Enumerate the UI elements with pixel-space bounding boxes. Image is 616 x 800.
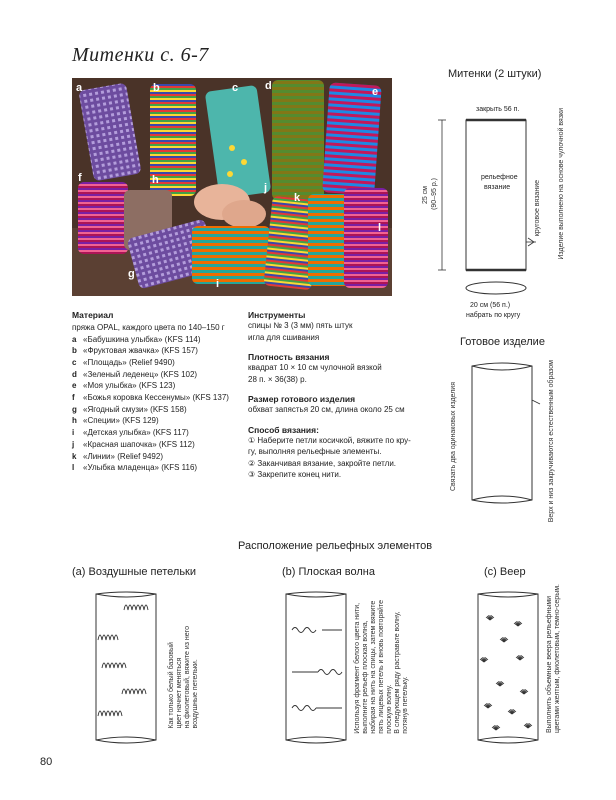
photo-label-a: a [76, 82, 83, 94]
material-letter: b [72, 346, 77, 356]
bind-off-label: закрыть 56 п. [476, 106, 520, 113]
method-heading: Способ вязания: [248, 424, 319, 435]
mittens-photo [72, 78, 392, 296]
material-name: «Красная шапочка» (KFS 112) [83, 439, 195, 449]
material-name: «Детская улыбка» (KFS 117) [83, 428, 189, 438]
material-name: «Бабушкина улыбка» (KFS 114) [83, 334, 201, 344]
variant-note-line: потянув петельку. [402, 676, 409, 734]
variant-title-a: (a) Воздушные петельки [72, 566, 197, 578]
variant-note-c [546, 584, 561, 733]
material-item [72, 462, 240, 474]
variant-note-line: В следующем ряду растравьте волну, [394, 611, 401, 734]
variant-note-line: Используя фрагмент белого цвета нити, [354, 602, 361, 734]
tools-line: спицы № 3 (3 мм) пять штук [248, 321, 353, 330]
material-name: «Фруктовая жвачка» (KFS 157) [83, 346, 198, 356]
material-item [72, 392, 240, 404]
width-label-1: 20 см (56 п.) [470, 302, 511, 309]
material-letter: l [72, 463, 75, 473]
materials-list [72, 334, 240, 474]
size-line: обхват запястья 20 см, длина около 25 см [248, 405, 405, 414]
variant-note-line: Выполнить объемные веера рельефными [546, 595, 553, 733]
layout-section-title: Расположение рельефных элементов [238, 540, 433, 552]
schema-title: Митенки (2 штуки) [448, 68, 542, 80]
material-name: «Специи» (KFS 129) [83, 416, 159, 426]
variant-note-line: на фиолетовый, вяжите из него [184, 626, 191, 729]
material-item [72, 404, 240, 416]
material-name: «Улыбка младенца» (KFS 116) [83, 463, 198, 473]
photo-label-h: h [152, 174, 159, 186]
height-label-1: 25 см [422, 186, 429, 205]
photo-label-i: i [216, 278, 220, 290]
variant-note-line: Как только белый базовый [168, 642, 175, 729]
variant-diagram-a [92, 590, 162, 750]
tools-line: игла для сшивания [248, 332, 320, 342]
material-item [72, 369, 240, 381]
relief-label-1: рельефное [481, 174, 518, 181]
material-item [72, 357, 240, 369]
photo-illustration [72, 78, 392, 296]
finished-title: Готовое изделие [460, 336, 545, 348]
material-letter: e [72, 381, 77, 391]
photo-label-c: c [232, 82, 239, 94]
variant-title-b: (b) Плоская волна [282, 566, 375, 578]
variant-note-line: набирая на нить на спицы, затем вяжите [370, 600, 377, 734]
instructions-block [248, 310, 418, 481]
materials-intro: пряжа OPAL, каждого цвета по 140–150 г [72, 323, 225, 332]
gauge-heading: Плотность вязания [248, 352, 330, 362]
variant-diagram-b [282, 590, 352, 750]
method-line: гу, выполняя рельефные элементы. [248, 447, 382, 456]
material-letter: j [72, 439, 75, 449]
material-name: «Площадь» (Relief 9490) [83, 357, 175, 367]
material-letter: f [72, 393, 75, 403]
finished-left-note: Связать два одинаковых изделия [450, 382, 457, 492]
material-item [72, 345, 240, 357]
photo-label-f: f [78, 172, 82, 184]
photo-label-g: g [128, 268, 135, 280]
material-letter: g [72, 404, 77, 414]
material-letter: c [72, 357, 77, 367]
variant-note-line: пять лицевых петель и вновь повторяйте [378, 600, 385, 734]
material-item [72, 427, 240, 439]
materials-heading: Материал [72, 310, 114, 320]
photo-label-b: b [153, 82, 160, 94]
page-title: Митенки с. 6-7 [72, 44, 209, 66]
photo-label-j: j [264, 182, 268, 194]
gauge-line: 28 п. × 36(38) р. [248, 374, 307, 384]
variant-note-b [354, 600, 409, 734]
variant-note-line: цветами желтым, фиолетовым, темно-серым. [554, 584, 561, 733]
gauge-line: квадрат 10 × 10 см чулочной вязкой [248, 363, 382, 372]
finished-diagram [464, 360, 544, 510]
variant-note-line: цвет начнет меняться [176, 657, 183, 729]
method-line: ② Заканчивая вязание, закройте петли. [248, 458, 397, 468]
material-name: «Божья коровка Кессенумы» (KFS 137) [83, 393, 229, 403]
schema-note: Изделие выполнено на основе чулочной вязки [558, 108, 565, 260]
material-name: «Моя улыбка» (KFS 123) [83, 381, 176, 391]
schema-diagram [424, 92, 604, 332]
variant-note-line: выполните рельеф плоская волна, [362, 620, 369, 734]
material-item [72, 415, 240, 427]
photo-label-d: d [265, 80, 272, 92]
material-item [72, 451, 240, 463]
material-item [72, 380, 240, 392]
material-letter: d [72, 369, 77, 379]
relief-label-2: вязание [484, 184, 511, 191]
round-knit-label: круговое вязание [534, 180, 541, 237]
photo-label-e: e [372, 86, 379, 98]
materials-block [72, 310, 240, 474]
finished-right-note: Верх и низ закручиваются естественным образом [548, 360, 555, 523]
method-line: ① Наберите петли косичкой, вяжите по кру- [248, 435, 411, 445]
variant-note-line: плоскую волну. [386, 684, 393, 734]
height-label-2: (90–95 р.) [431, 178, 438, 210]
material-name: «Линии» (Relief 9492) [83, 451, 163, 461]
method-line: ③ Закрепите конец нити. [248, 470, 342, 479]
material-letter: h [72, 416, 77, 426]
variant-diagram-c [474, 590, 544, 750]
material-letter: k [72, 451, 77, 461]
material-name: «Ягодный смузи» (KFS 158) [83, 404, 187, 414]
material-item [72, 334, 240, 346]
size-heading: Размер готового изделия [248, 394, 356, 404]
tools-heading: Инструменты [248, 310, 306, 320]
material-item [72, 439, 240, 451]
width-label-2: набрать по кругу [466, 312, 521, 319]
variant-note-a [168, 626, 199, 729]
variant-note-line: воздушные петельки. [192, 659, 199, 729]
photo-label-k: k [294, 192, 301, 204]
material-letter: a [72, 334, 77, 344]
photo-label-l: l [378, 222, 382, 234]
material-letter: i [72, 428, 75, 438]
material-name: «Зеленый леденец» (KFS 102) [83, 369, 198, 379]
variant-title-c: (c) Веер [484, 566, 526, 578]
page-number: 80 [40, 756, 53, 768]
